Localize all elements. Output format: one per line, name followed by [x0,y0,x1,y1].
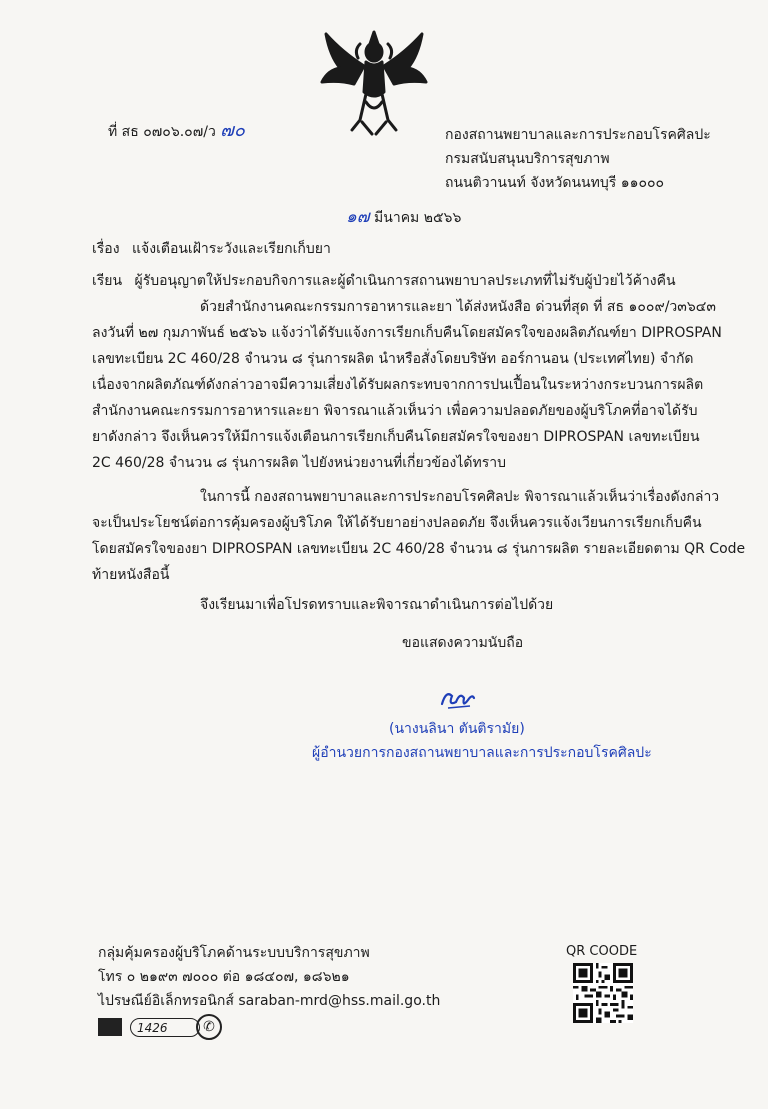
paragraph-line: สำนักงานคณะกรรมการอาหารและยา พิจารณาแล้วเห็นว่า เพื่อความปลอดภัยของผู้บริโภคที่อาจได้รับ [92,403,698,419]
addressee-text: ผู้รับอนุญาตให้ประกอบกิจการและผู้ดำเนินการสถานพยาบาลประเภทที่ไม่รับผู้ป่วยไว้ค้างคืน [134,273,676,289]
qr-code-label: QR COODE [566,944,638,959]
addressee-label: เรียน [92,273,123,289]
phone-icon: ✆ [196,1014,222,1040]
regards-line: ขอแสดงความนับถือ [402,635,524,651]
paragraph-line: เนื่องจากผลิตภัณฑ์ดังกล่าวอาจมีความเสี่ยงได้รับผลกระทบจากการปนเปื้อนในระหว่างกระบวนการผลิต [92,377,704,393]
subject-label: เรื่อง [92,241,120,257]
paragraph-line: ยาดังกล่าว จึงเห็นควรให้มีการแจ้งเตือนการเรียกเก็บคืนโดยสมัครใจของยา DIPROSPAN เลขทะเบียน [92,429,700,445]
qr-code-icon[interactable] [573,963,633,1023]
letter-date [346,208,461,227]
paragraph-line: เลขทะเบียน 2C 460/28 จำนวน ๘ รุ่นการผลิต นำหรือสั่งโดยบริษัท ออร์กานอน (ประเทศไทย) จำกัด [92,351,694,367]
body-paragraph-1 [92,294,722,476]
agency-address: ถนนติวานนท์ จังหวัดนนทบุรี ๑๑๐๐๐ [445,175,665,191]
paragraph-line: ในการนี้ กองสถานพยาบาลและการประกอบโรคศิลปะ พิจารณาแล้วเห็นว่าเรื่องดังกล่าว [200,489,720,505]
agency-name: กองสถานพยาบาลและการประกอบโรคศิลปะ [445,127,711,143]
addressee-line [92,272,676,290]
footer-email: ไปรษณีย์อิเล็กทรอนิกส์ saraban-mrd@hss.mail.go.th [98,993,441,1009]
subject-text: แจ้งเตือนเฝ้าระวังและเรียกเก็บยา [132,241,331,257]
date-day-handwritten: ๑๗ [346,207,370,227]
signatory-title: ผู้อำนวยการกองสถานพยาบาลและการประกอบโรคศิลปะ [312,745,652,761]
footer-unit: กลุ่มคุ้มครองผู้บริโภคด้านระบบบริการสุขภาพ [98,945,370,961]
hotline-badge: 1426 [130,1018,200,1037]
closing-line: จึงเรียนมาเพื่อโปรดทราบและพิจารณาดำเนินการต่อไปด้วย [200,597,554,613]
subject-line [92,240,331,258]
signatory-name: (นางนลินา ตันติรามัย) [389,721,525,737]
paragraph-line: จะเป็นประโยชน์ต่อการคุ้มครองผู้บริโภค ให้ได้รับยาอย่างปลอดภัย จึงเห็นควรแจ้งเวียนการเรียกเก็บคืน [92,515,702,531]
paragraph-line: ลงวันที่ ๒๗ กุมภาพันธ์ ๒๕๖๖ แจ้งว่าได้รับแจ้งการเรียกเก็บคืนโดยสมัครใจของผลิตภัณฑ์ยา DIPROSPAN [92,325,722,341]
paragraph-line: โดยสมัครใจของยา DIPROSPAN เลขทะเบียน 2C 460/28 จำนวน ๘ รุ่นการผลิต รายละเอียดตาม QR Code [92,541,746,557]
garuda-emblem-icon [314,22,434,142]
signature-icon [438,686,478,712]
paragraph-line: 2C 460/28 จำนวน ๘ รุ่นการผลิต ไปยังหน่วยงานที่เกี่ยวข้องได้ทราบ [92,455,506,471]
body-paragraph-2 [92,484,746,588]
reference-prefix: ที่ สธ ๐๗๐๖.๐๗/ว [108,124,216,140]
qr-badge-icon [98,1018,122,1036]
footer-phone: โทร ๐ ๒๑๙๓ ๗๐๐๐ ต่อ ๑๘๔๐๗, ๑๘๖๒๑ [98,969,350,985]
date-month-year: มีนาคม ๒๕๖๖ [374,210,462,226]
paragraph-line: ด้วยสำนักงานคณะกรรมการอาหารและยา ได้ส่งหนังสือ ด่วนที่สุด ที่ สธ ๑๐๐๙/ว๓๖๔๓ [200,299,716,315]
department-name: กรมสนับสนุนบริการสุขภาพ [445,151,610,167]
reference-number [108,122,245,141]
paragraph-line: ท้ายหนังสือนี้ [92,567,170,583]
reference-handwritten-number: ๗๐ [220,120,245,141]
